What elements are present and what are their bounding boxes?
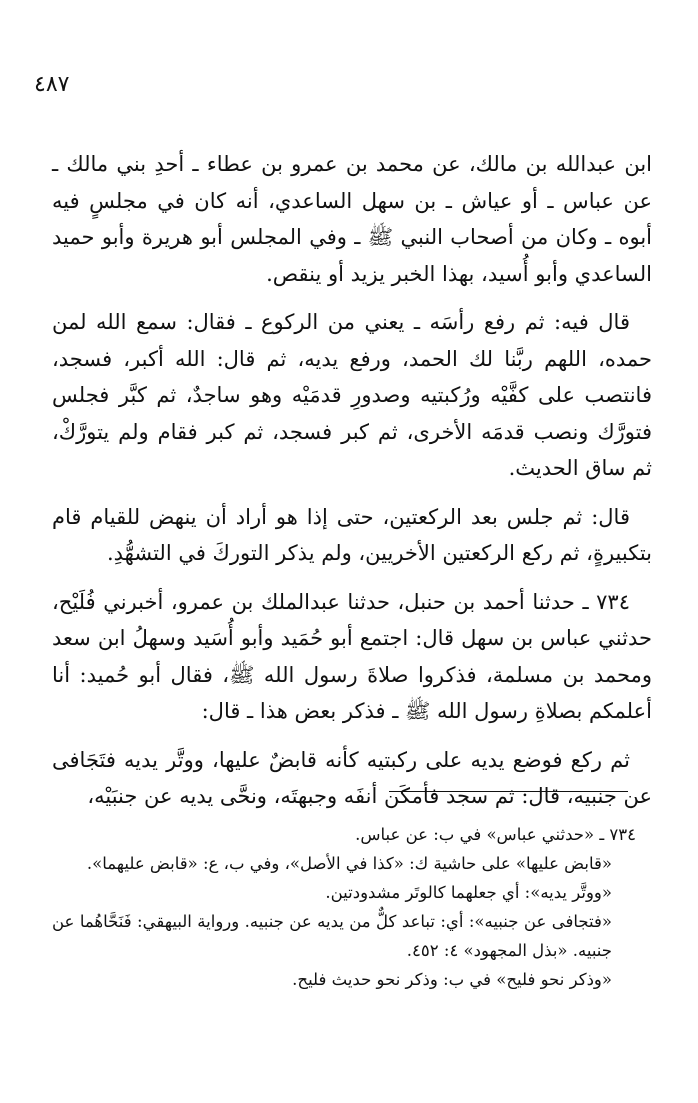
footnote: «فتجافى عن جنبيه»: أي: تباعد كلٌّ من يديه عن جنبيه. ورواية البيهقي: فَنَحَّاهُما عن جنبيه. «بذل المجهود» ٤: ٤٥٢. <box>52 912 612 960</box>
footnote: «قابض عليها» على حاشية ك: «كذا في الأصل»، وفي ب، ع: «قابض عليهما». <box>86 854 612 873</box>
paragraph: ٧٣٤ ـ حدثنا أحمد بن حنبل، حدثنا عبدالملك بن عمرو، أخبرني فُلَيْح، حدثني عباس بن سهل قال: اجتمع أبو حُمَيد وأبو أُسَيد وسهلُ ابن سعد ومحمد بن مسلمة، فذكروا صلاةَ رسول الله ﷺ، فقال أبو حُميد: أنا أعلمكم بصلاةِ رسول الله ﷺ ـ فذكر بعض هذا ـ قال: <box>52 589 652 723</box>
paragraph: ثم ركع فوضع يديه على ركبتيه كأنه قابضٌ عليها، ووتَّر يديه فتَجَافى عن جنبيه، قال: ثم سجد فأمكَن أنفَه وجبهتَه، ونحَّى يديه عن جنبَيْه، <box>52 747 652 808</box>
paragraph: قال: ثم جلس بعد الركعتين، حتى إذا هو أراد أن ينهض للقيام قام بتكبيرةٍ، ثم ركع الركعتين الأخريين، ولم يذكر التوركَ في التشهُّدِ. <box>52 504 652 565</box>
footnote-divider <box>389 791 628 792</box>
paragraph: قال فيه: ثم رفع رأسَه ـ يعني من الركوع ـ فقال: سمع الله لمن حمده، اللهم ربَّنا لك الحمد، ورفع يديه، ثم قال: الله أكبر، فسجد، فانتصب على كفَّيْه ورُكبتيه وصدورِ قدمَيْه وهو ساجدٌ، ثم كبَّر فجلس فتورَّك ونصب قدمَه الأخرى، ثم كبر فسجد، ثم كبر فقام ولم يتورَّكْ، ثم ساق الحديث. <box>52 310 652 480</box>
footnote: «ووتَّر يديه»: أي جعلهما كالوتَر مشدودتين. <box>325 883 612 902</box>
main-text <box>52 146 652 827</box>
paragraph: ابن عبدالله بن مالك، عن محمد بن عمرو بن عطاء ـ أحدِ بني مالك ـ عن عباس ـ أو عياش ـ بن سهل الساعدي، أنه كان في مجلسٍ فيه أبوه ـ وكان من أصحاب النبي ﷺ ـ وفي المجلس أبو هريرة وأبو حميد الساعدي وأبو أُسيد، بهذا الخبر يزيد أو ينقص. <box>52 152 652 286</box>
footnotes <box>52 820 636 994</box>
footnote: «وذكر نحو فليح» في ب: وذكر نحو حديث فليح. <box>292 970 612 989</box>
footnote: ٧٣٤ ـ «حدثني عباس» في ب: عن عباس. <box>355 825 636 844</box>
page-number: ٤٨٧ <box>34 72 70 97</box>
